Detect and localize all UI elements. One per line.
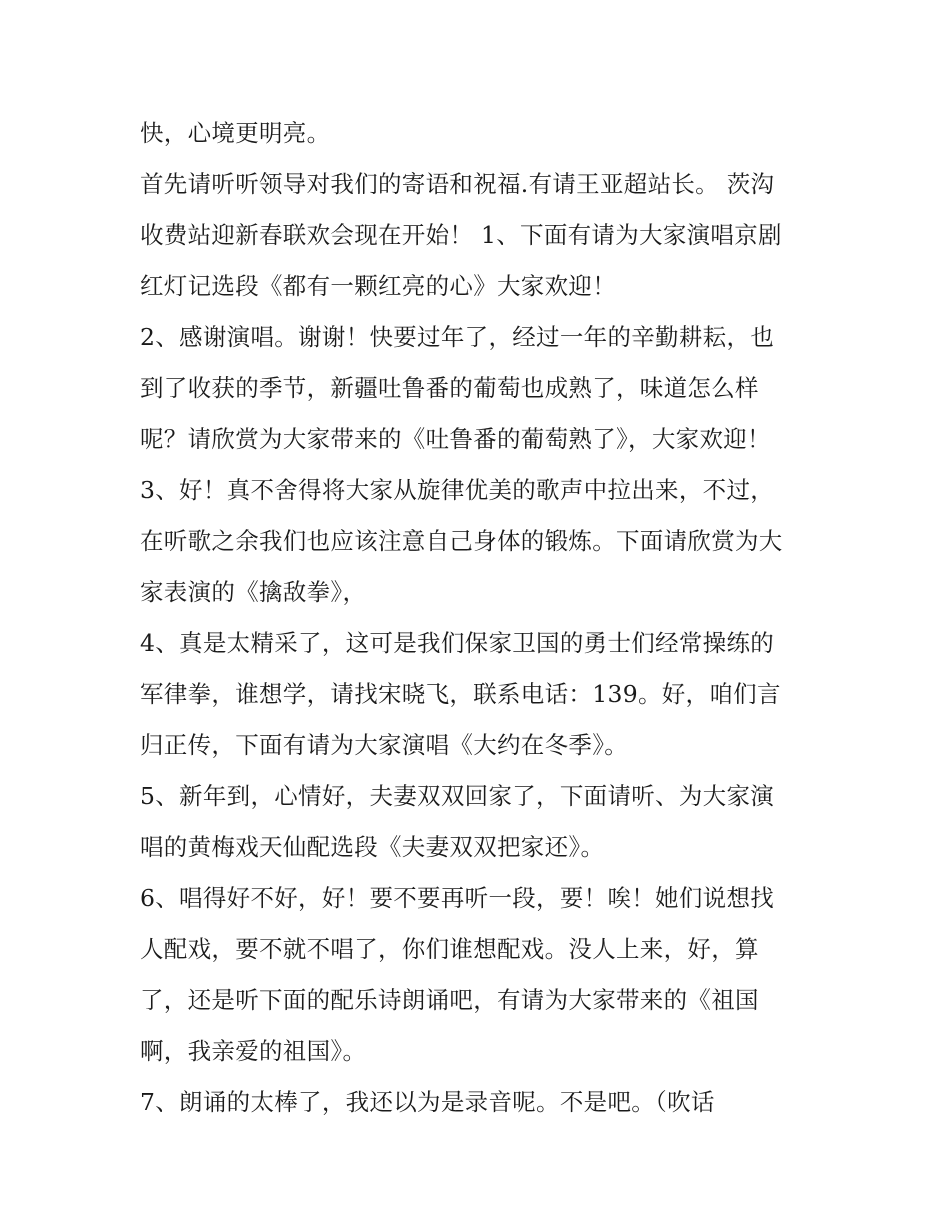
document-text-body (140, 108, 820, 1128)
text-line: 4、真是太精采了，这可是我们保家卫国的勇士们经常操练的 (140, 629, 775, 657)
text-line: 红灯记选段《都有一颗红亮的心》大家欢迎！ (140, 272, 616, 300)
text-line: 首先请听听领导对我们的寄语和祝福.有请王亚超站长。 茨沟 (140, 170, 775, 198)
text-line: 快，心境更明亮。 (140, 119, 331, 147)
text-line: 2、感谢演唱。谢谢！快要过年了，经过一年的辛勤耕耘，也 (140, 323, 775, 351)
text-line: 人配戏，要不就不唱了，你们谁想配戏。没人上来，好，算 (140, 935, 759, 963)
text-line: 5、新年到，心情好，夫妻双双回家了，下面请听、为大家演 (140, 782, 775, 810)
text-line: 唱的黄梅戏天仙配选段《夫妻双双把家还》。 (140, 833, 605, 861)
text-line: 军律拳，谁想学，请找宋晓飞，联系电话：139。好，咱们言 (140, 680, 781, 708)
text-line: 在听歌之余我们也应该注意自己身体的锻炼。下面请欣赏为大 (140, 527, 783, 555)
text-line: 啊，我亲爱的祖国》。 (140, 1037, 367, 1065)
text-line: 6、唱得好不好，好！要不要再听一段，要！唉！她们说想找 (140, 884, 775, 912)
text-line: 7、朗诵的太棒了，我还以为是录音呢。不是吧。（吹话 (140, 1088, 715, 1116)
text-line: 收费站迎新春联欢会现在开始！ 1、下面有请为大家演唱京剧 (140, 221, 782, 249)
text-line: 归正传，下面有请为大家演唱《大约在冬季》。 (140, 731, 629, 759)
text-line: 了，还是听下面的配乐诗朗诵吧，有请为大家带来的《祖国 (140, 986, 759, 1014)
text-line: 到了收获的季节，新疆吐鲁番的葡萄也成熟了，味道怎么样 (140, 374, 759, 402)
text-line: 呢？请欣赏为大家带来的《吐鲁番的葡萄熟了》，大家欢迎！ (140, 425, 771, 453)
text-line: 3、好！真不舍得将大家从旋律优美的歌声中拉出来，不过， (140, 476, 775, 504)
text-line: 家表演的《擒敌拳》， (140, 578, 367, 606)
